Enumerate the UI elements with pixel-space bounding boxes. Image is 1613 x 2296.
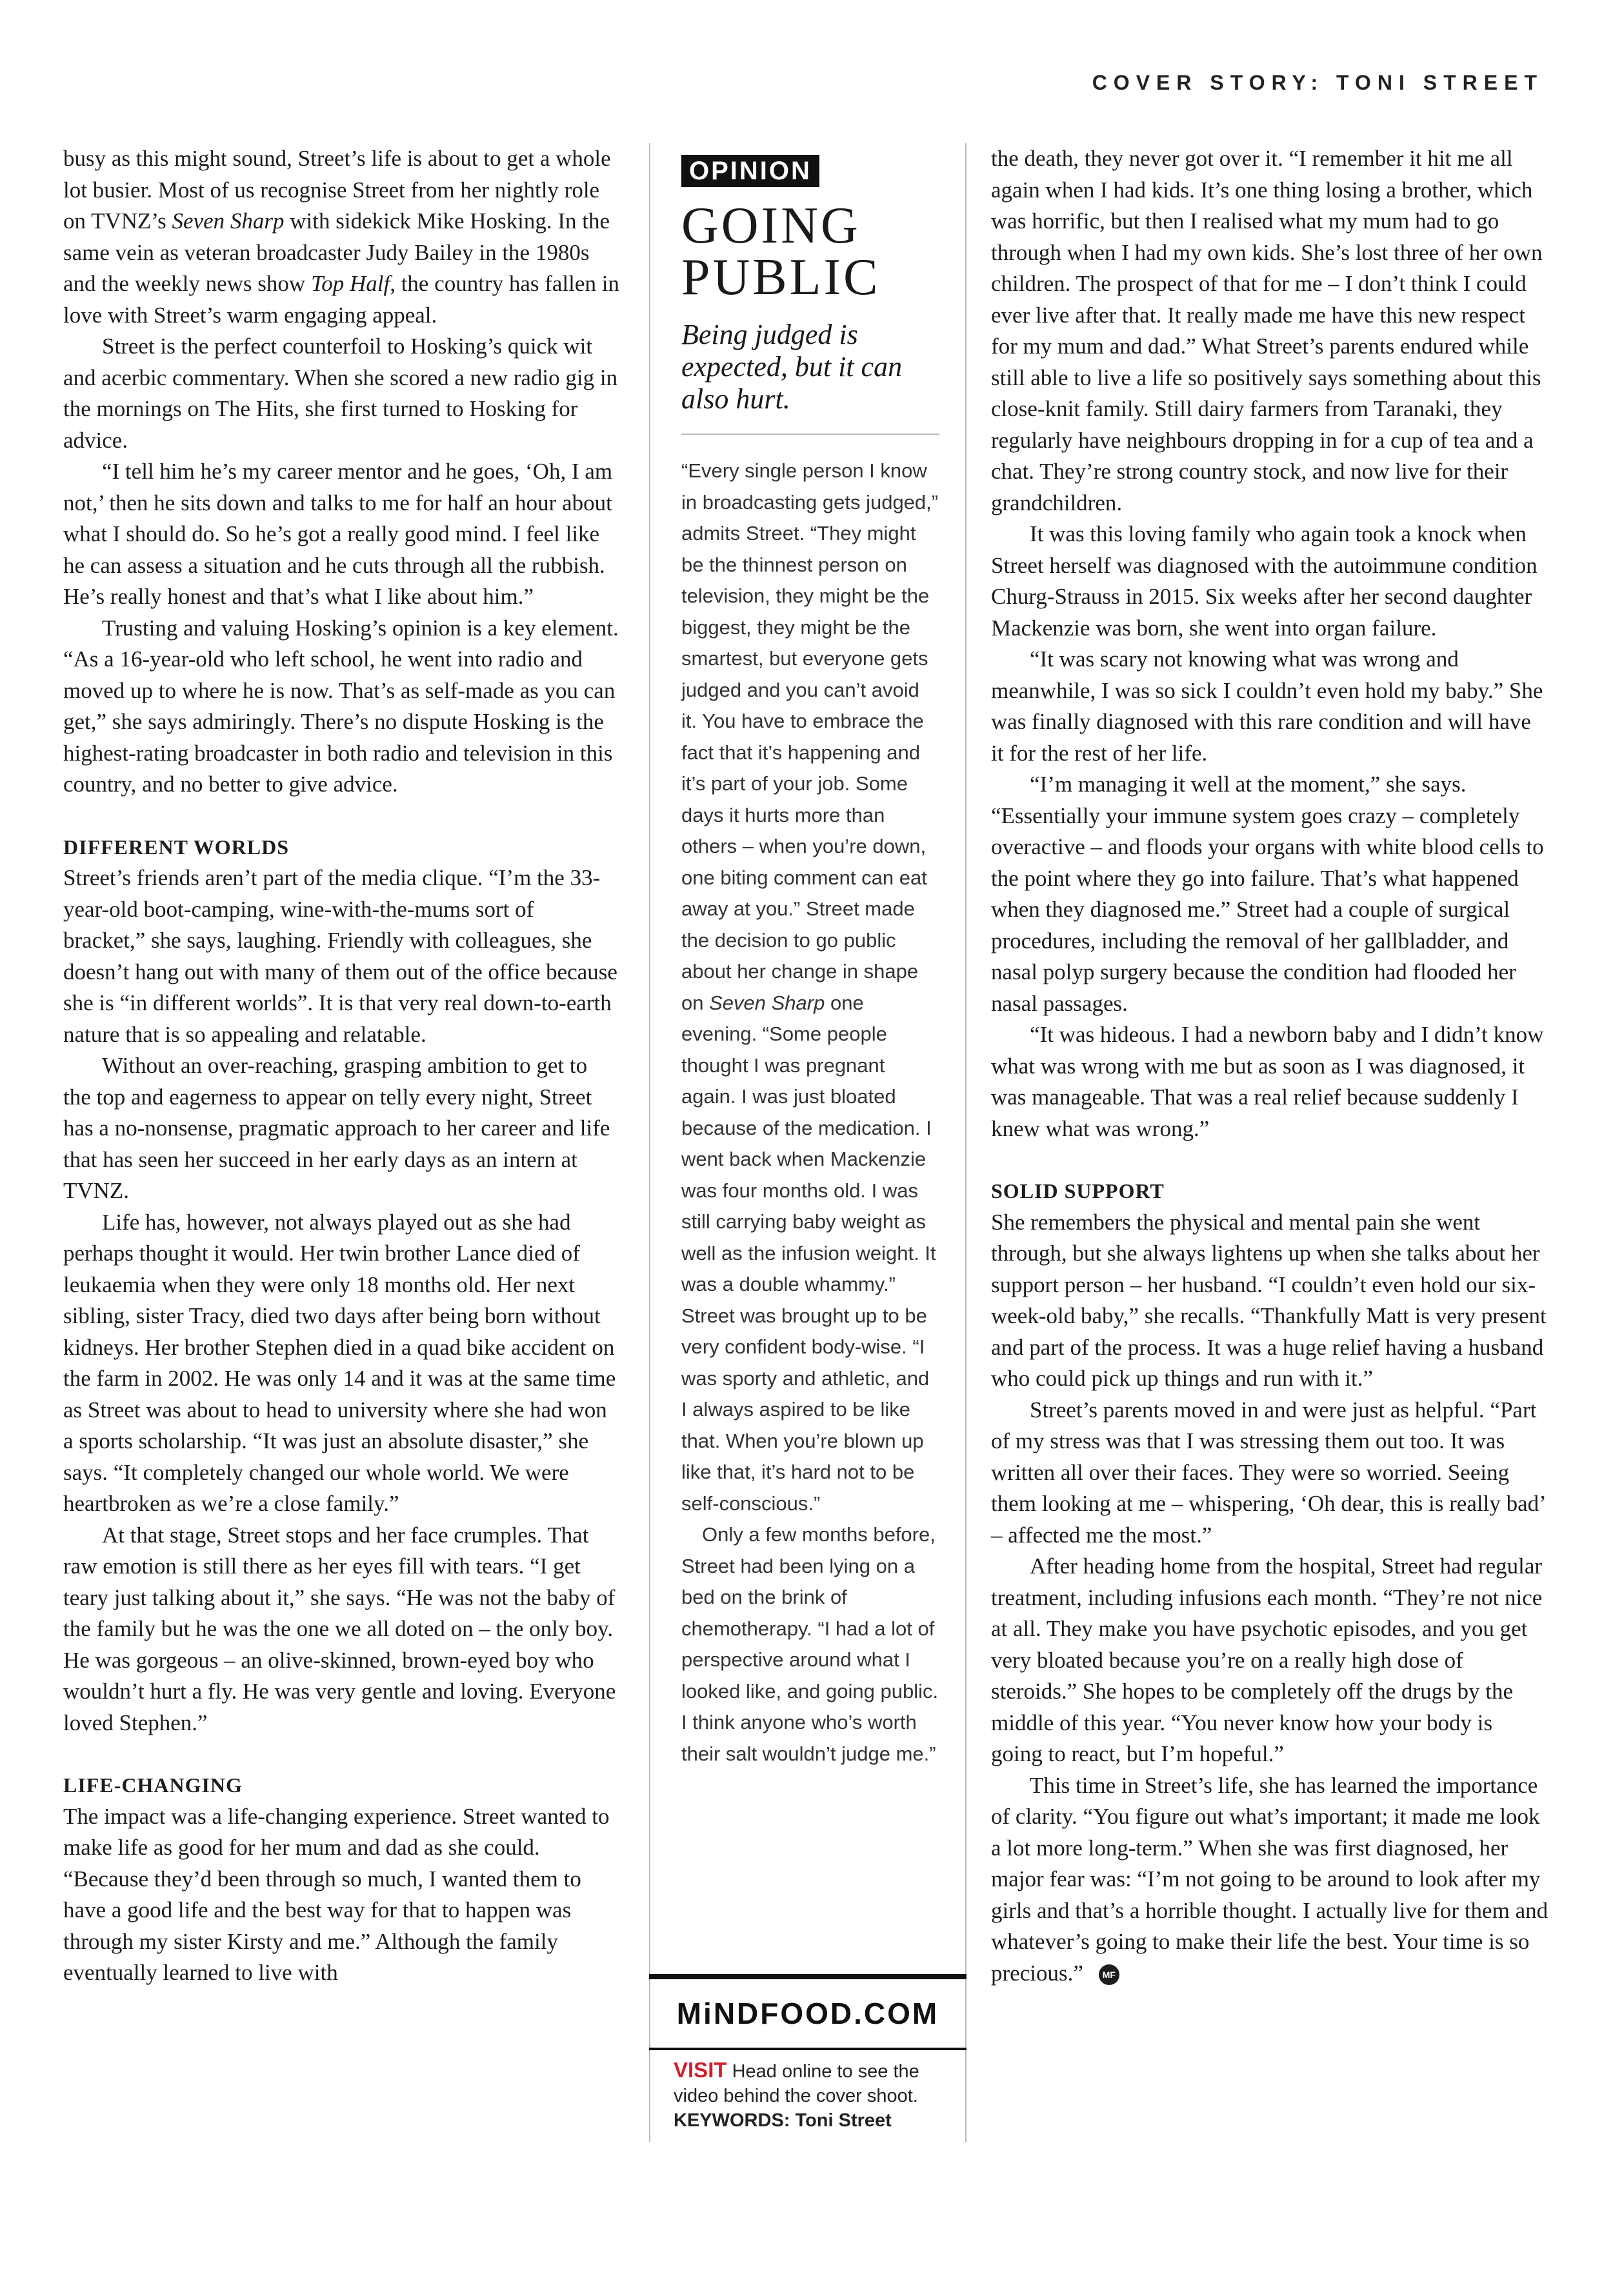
sidebar-standfirst: Being judged is expected, but it can also hurt.	[681, 319, 903, 415]
sidebar-rule	[649, 143, 650, 2142]
paragraph: “It was scary not knowing what was wrong and meanwhile, I was so sick I couldn’t even hold my baby.” She was finally diagnosed with this rare condition and will have it for the rest of her life.	[991, 646, 1543, 766]
paragraph: Street is the perfect counterfoil to Hosking’s quick wit and acerbic commentary. When she scored a new radio gig in the mornings on The Hits, she first turned to Hosking for advice.	[63, 334, 618, 453]
paragraph: She remembers the physical and mental pain she went through, but she always lightens up when she talks about her support person – her husband. “I couldn’t even hold our six-week-old baby,” she recalls. “Thankfully Matt is very present and part of the process. It was a huge relief having a husband who could pick up things and run with it.”	[991, 1209, 1547, 1391]
paragraph: After heading home from the hospital, Street had regular treatment, including infusions each month. “They’re not nice at all. They make you have psychotic episodes, and you get very bloated because you’re on a really high dose of steroids.” She hopes to be completely off the drugs by the middle of this year. “You never know how your body is going to react, but I’m hopeful.”	[991, 1553, 1543, 1766]
visit-label: VISIT	[674, 2058, 727, 2082]
paragraph: The impact was a life-changing experience. Street wanted to make life as good for her mum and dad as she could. “Because they’d been through so much, I wanted them to have a good life and the best way for that to happen was through my sister Kirsty and me.” Although the family eventually learned to live with	[63, 1803, 610, 1985]
keywords-value: Toni Street	[795, 2110, 892, 2131]
keywords-label: KEYWORDS:	[674, 2110, 790, 2131]
sidebar-rule	[965, 143, 967, 2142]
paragraph: Trusting and valuing Hosking’s opinion is a key element. “As a 16-year-old who left school, he went into radio and moved up to where he is now. That’s as self-made as you can get,” she says admiringly. There’s no dispute Hosking is the highest-rating broadcaster in both radio and television in this country, and no better to give advice.	[63, 615, 619, 797]
paragraph: busy as this might sound, Street’s life is about to get a whole lot busier. Most of us recognise Street from her nightly role on TVNZ’s Seven Sharp with sidekick Mike Hosking. In the same vein as veteran broadcaster Judy Bailey in the 1980s and the weekly news show Top Half, the country has fallen in love with Street’s warm engaging appeal.	[63, 146, 619, 328]
divider	[681, 434, 939, 435]
paragraph: This time in Street’s life, she has learned the importance of clarity. “You figure out what’s important; it made me look a lot more long-term.” When she was first diagnosed, her major fear was: “I’m not going to be around to look after my girls and that’s a horrible thought. I actually live for them and whatever’s going to make their life the best. Your time is so precious.” MF	[991, 1772, 1548, 1986]
paragraph: “It was hideous. I had a newborn baby and I didn’t know what was wrong with me but as soon as I was diagnosed, it was manageable. That was a real relief because suddenly I knew what was wrong.”	[991, 1022, 1544, 1141]
visit-text: Head online to see the video behind the cover shoot.	[674, 2061, 919, 2106]
paragraph: “I tell him he’s my career mentor and he goes, ‘Oh, I am not,’ then he sits down and talks to me for half an hour about what I should do. So he’s got a really good mind. I feel like he can assess a situation and he cuts through all the rubbish. He’s really honest and that’s what I like about him.”	[63, 459, 613, 609]
paragraph: Street’s parents moved in and were just as helpful. “Part of my stress was that I was stressing them out too. It was written all over their faces. They were so worried. Seeing them looking at me – whispering, ‘Oh dear, this is really bad’ – affected me the most.”	[991, 1397, 1545, 1548]
section-heading: LIFE-CHANGING	[63, 1773, 243, 1797]
article-column-left	[63, 143, 619, 1989]
paragraph: It was this loving family who again took a knock when Street herself was diagnosed with the autoimmune condition Churg-Strauss in 2015. Six weeks after her second daughter Mackenzie was born, she went into organ failure.	[991, 521, 1538, 641]
paragraph: “Every single person I know in broadcasting gets judged,” admits Street. “They might be the thinnest person on television, they might be the biggest, they might be the smartest, but everyone gets judged and you can’t avoid it. You have to embrace the fact that it’s happening and it’s part of your job. Some days it hurts more than others – when you’re down, one biting comment can eat away at you.” Street made the decision to go public about her change in shape on Seven Sharp one evening. “Some people thought I was pregnant again. I was just bloated because of the medication. I went back when Mackenzie was four months old. I was still carrying baby weight as well as the infusion weight. It was a double whammy.” Street was brought up to be very confident body-wise. “I was sporty and athletic, and I always aspired to be like that. When you’re blown up like that, it’s hard not to be self-conscious.”	[681, 459, 939, 1515]
paragraph: “I’m managing it well at the moment,” she says. “Essentially your immune system goes crazy – completely overactive – and floods your organs with white blood cells to the point where they go into failure. That’s what happened when they diagnosed me.” Street had a couple of surgical procedures, including the removal of her gallbladder, and nasal polyp surgery because the condition had flooded her nasal passages.	[991, 772, 1544, 1016]
visit-callout	[674, 2058, 945, 2133]
sidebar-body	[681, 455, 939, 1770]
brand-bar	[649, 2048, 967, 2050]
mindfood-logo[interactable]: MiNDFOOD.COM	[676, 1997, 939, 2030]
running-head: COVER STORY: TONI STREET	[1092, 71, 1543, 94]
article-column-right	[991, 143, 1548, 1989]
paragraph: Life has, however, not always played out as she had perhaps thought it would. Her twin brother Lance died of leukaemia when they were only 18 months old. Her next sibling, sister Tracy, died two days after being born without kidneys. Her brother Stephen died in a quad bike accident on the farm in 2002. He was only 14 and it was at the same time as Street was about to head to university where she had won a sports scholarship. “It was just an absolute disaster,” she says. “It completely changed our whole world. We were heartbroken as we’re a close family.”	[63, 1209, 616, 1516]
brand-bar	[649, 1974, 967, 1979]
end-mark-icon: MF	[1099, 1964, 1119, 1985]
paragraph: the death, they never got over it. “I remember it hit me all again when I had kids. It’s one thing losing a brother, which was horrific, but then I realised what my mum had to go through when I had my own kids. She’s lost three of her own children. The prospect of that for me – I don’t think I could ever live after that. It really made me have this new respect for my mum and dad.” What Street’s parents endured while still able to live a life so positively says something about this close-knit family. Still dairy farmers from Taranaki, they regularly have neighbours dropping in for a cup of tea and a chat. They’re strong country stock, and now live for their grandchildren.	[991, 146, 1543, 515]
paragraph: At that stage, Street stops and her face crumples. That raw emotion is still there as her eyes fill with tears. “I get teary just talking about it,” she says. “He was not the baby of the family but he was the one we all doted on – the only boy. He was gorgeous – an olive-skinned, brown-eyed boy who wouldn’t hurt a fly. He was very gentle and loving. Everyone loved Stephen.”	[63, 1522, 616, 1735]
opinion-badge: OPINION	[681, 155, 819, 187]
sidebar-title: GOING PUBLIC	[681, 197, 881, 306]
opinion-sidebar	[649, 143, 967, 2137]
paragraph: Street’s friends aren’t part of the media clique. “I’m the 33-year-old boot-camping, wine-with-the-mums sort of bracket,” she says, laughing. Friendly with colleagues, she doesn’t hang out with many of them out of the office because she is “in different worlds”. It is that very real down-to-earth nature that is so appealing and relatable.	[63, 865, 617, 1047]
paragraph: Without an over-reaching, grasping ambition to get to the top and eagerness to appear on telly every night, Street has a no-nonsense, pragmatic approach to her career and life that has seen her succeed in her early days as an intern at TVNZ.	[63, 1053, 610, 1203]
paragraph: Only a few months before, Street had been lying on a bed on the brink of chemotherapy. “I had a lot of perspective around what I looked like, and going public. I think anyone who’s worth their salt wouldn’t judge me.”	[681, 1523, 939, 1765]
section-heading: SOLID SUPPORT	[991, 1179, 1165, 1203]
section-heading: DIFFERENT WORLDS	[63, 835, 289, 859]
